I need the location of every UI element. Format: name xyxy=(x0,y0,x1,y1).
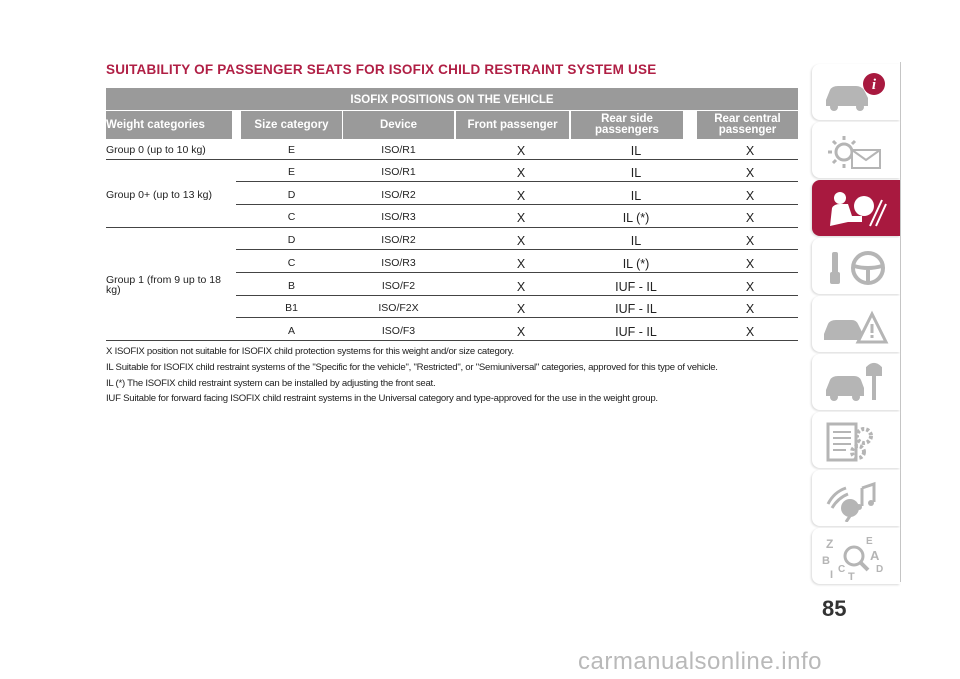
tab-starting-driving[interactable] xyxy=(812,238,900,294)
cell-rear-side: IUF - IL xyxy=(615,280,657,294)
tab-warning-lights[interactable] xyxy=(812,122,900,178)
tab-multimedia[interactable] xyxy=(812,470,900,526)
cell-device: ISO/R2 xyxy=(381,234,416,246)
cell-device: ISO/R3 xyxy=(381,257,416,269)
index-icon xyxy=(818,534,894,580)
cell-front: X xyxy=(516,189,526,203)
tab-safety[interactable] xyxy=(812,180,900,236)
cell-rear-central: X xyxy=(745,189,755,203)
tab-getting-to-know[interactable] xyxy=(812,64,900,120)
group-label: Group 0+ (up to 13 kg) xyxy=(106,189,212,201)
row-divider xyxy=(236,272,798,273)
cell-size: B xyxy=(287,280,295,292)
tab-technical-data[interactable] xyxy=(812,412,900,468)
cell-device: ISO/R1 xyxy=(381,144,416,156)
row-divider xyxy=(106,340,798,341)
group-label: Group 0 (up to 10 kg) xyxy=(106,144,206,156)
row-divider xyxy=(106,227,798,228)
cell-rear-central: X xyxy=(745,166,755,180)
header-rear-central-passenger: Rear central passenger xyxy=(697,111,798,139)
page-number: 85 xyxy=(822,596,847,621)
note-il: IL Suitable for ISOFIX child restraint systems of the "Specific for the vehicle", "Restricted", or "Semiuniversal" categories, approved for this type of vehicle. xyxy=(106,362,718,373)
cell-device: ISO/F2 xyxy=(381,280,416,292)
group-label xyxy=(106,275,226,295)
cell-rear-central: X xyxy=(745,234,755,248)
index-letter: B xyxy=(822,555,830,567)
header-weight-categories: Weight categories xyxy=(106,111,232,139)
cell-size: B1 xyxy=(285,302,298,314)
row-divider xyxy=(236,249,798,250)
svg-text:i: i xyxy=(871,77,877,93)
cell-size: C xyxy=(287,211,296,223)
cell-rear-central: X xyxy=(745,257,755,271)
note-iuf: IUF Suitable for forward facing ISOFIX child restraint systems in the Universal category and type-approved for the use in the weight group. xyxy=(106,393,658,404)
cell-device: ISO/R1 xyxy=(381,166,416,178)
cell-rear-central: X xyxy=(745,211,755,225)
emergency-icon xyxy=(818,302,894,348)
index-letter: T xyxy=(848,571,855,580)
group-label-line: Group 1 (from 9 up to 18 kg) xyxy=(106,274,221,296)
index-letter: E xyxy=(866,536,873,547)
cell-rear-side: IL xyxy=(630,144,642,158)
cell-device: ISO/F3 xyxy=(381,325,416,337)
note-il-star: IL (*) The ISOFIX child restraint system can be installed by adjusting the front seat. xyxy=(106,378,436,389)
tab-index[interactable] xyxy=(812,528,900,584)
cell-size: E xyxy=(287,144,295,156)
cell-size: A xyxy=(287,325,295,337)
cell-front: X xyxy=(516,280,526,294)
cell-front: X xyxy=(516,166,526,180)
watermark: carmanualsonline.info xyxy=(578,648,822,675)
index-letter: A xyxy=(870,548,880,563)
cell-device: ISO/F2X xyxy=(378,302,419,314)
row-divider xyxy=(236,295,798,296)
cell-rear-central: X xyxy=(745,302,755,316)
index-letter: I xyxy=(830,569,834,580)
cell-front: X xyxy=(516,211,526,225)
cell-rear-side: IL xyxy=(630,189,642,203)
index-letter: D xyxy=(876,564,884,575)
cell-rear-central: X xyxy=(745,144,755,158)
car-info-icon xyxy=(818,70,894,116)
page-title: SUITABILITY OF PASSENGER SEATS FOR ISOFIX CHILD RESTRAINT SYSTEM USE xyxy=(106,62,657,77)
row-divider xyxy=(236,204,798,205)
cell-rear-side: IL (*) xyxy=(622,257,650,271)
tab-emergency[interactable] xyxy=(812,296,900,352)
tab-rail xyxy=(900,62,901,582)
cell-rear-side: IL (*) xyxy=(622,211,650,225)
note-x: X ISOFIX position not suitable for ISOFIX child protection systems for this weight and/or size category. xyxy=(106,346,514,357)
cell-device: ISO/R3 xyxy=(381,211,416,223)
index-letter: Z xyxy=(826,537,834,551)
cell-front: X xyxy=(516,234,526,248)
cell-device: ISO/R2 xyxy=(381,189,416,201)
warning-lights-icon xyxy=(818,128,894,174)
technical-data-icon xyxy=(818,418,894,464)
cell-rear-central: X xyxy=(745,325,755,339)
header-size-category: Size category xyxy=(241,111,342,139)
cell-size: E xyxy=(287,166,295,178)
cell-size: D xyxy=(287,234,296,246)
cell-rear-side: IL xyxy=(630,234,642,248)
row-divider xyxy=(106,159,798,160)
cell-front: X xyxy=(516,302,526,316)
key-steering-icon xyxy=(818,244,894,290)
cell-rear-side: IUF - IL xyxy=(615,302,657,316)
cell-size: D xyxy=(287,189,296,201)
tab-servicing-care[interactable] xyxy=(812,354,900,410)
cell-front: X xyxy=(516,325,526,339)
cell-front: X xyxy=(516,257,526,271)
multimedia-icon xyxy=(818,476,894,522)
car-maintenance-icon xyxy=(818,360,894,406)
cell-front: X xyxy=(516,144,526,158)
cell-size: C xyxy=(287,257,296,269)
index-letter: C xyxy=(838,564,846,575)
header-rear-side-passengers: Rear side passengers xyxy=(571,111,683,139)
row-divider xyxy=(236,181,798,182)
cell-rear-central: X xyxy=(745,280,755,294)
cell-rear-side: IUF - IL xyxy=(615,325,657,339)
header-front-passenger: Front passenger xyxy=(456,111,569,139)
table-super-header: ISOFIX POSITIONS ON THE VEHICLE xyxy=(106,88,798,110)
header-device: Device xyxy=(343,111,454,139)
cell-rear-side: IL xyxy=(630,166,642,180)
safety-airbag-icon xyxy=(818,186,894,232)
row-divider xyxy=(236,317,798,318)
